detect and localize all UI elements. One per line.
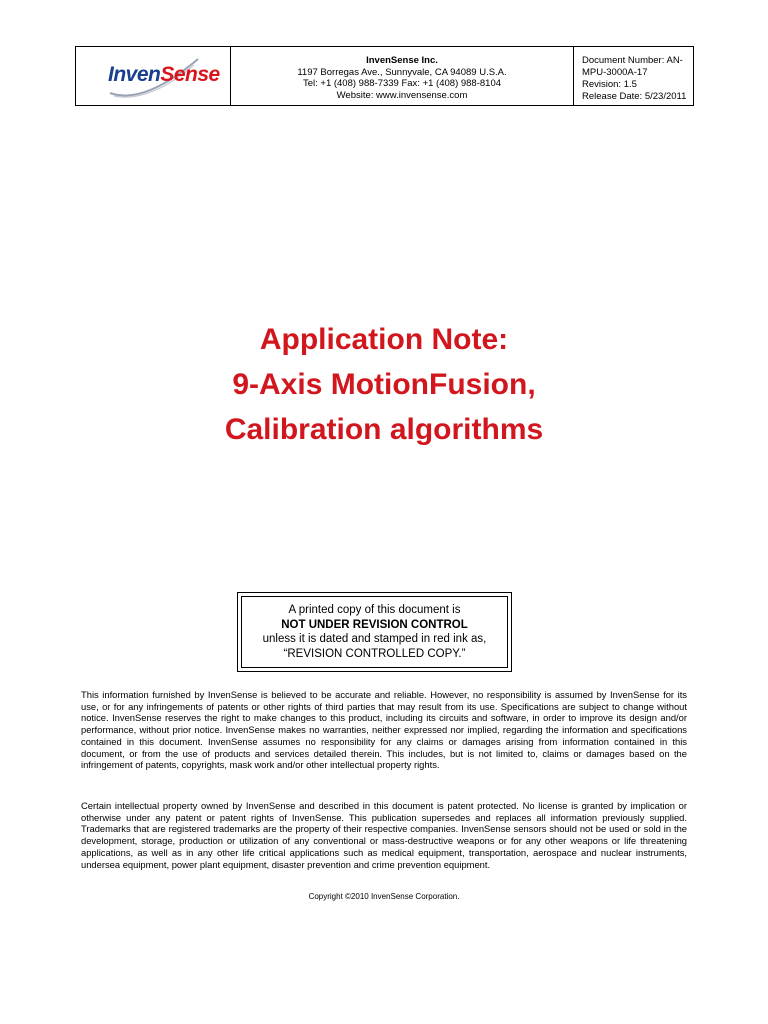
- disclaimer-paragraph-2: Certain intellectual property owned by InvenSense and described in this document is patent protected. No license is granted by implication or otherwise under any patent or patent rights of InvenSense. This publication supersedes and replaces all information previously supplied. Trademarks that are registered trademarks are the property of their respective companies. InvenSense sensors should not be used or sold in the development, storage, production or utilization of any conventional or mass-destructive weapons or for any other weapons or life threatening applications, as well as in any other life critical applications such as medical equipment, transportation, aerospace and nuclear instruments, undersea equipment, power plant equipment, disaster prevention and crime prevention equipment.: [81, 800, 687, 870]
- copyright-notice: Copyright ©2010 InvenSense Corporation.: [308, 892, 460, 901]
- company-website: Website: www.invensense.com: [336, 89, 468, 101]
- page-title: [0, 317, 768, 452]
- logo-cell: [76, 47, 231, 105]
- notice-line-1: A printed copy of this document is: [288, 604, 461, 616]
- disclaimer-paragraph-1: This information furnished by InvenSense is believed to be accurate and reliable. However, no responsibility is assumed by InvenSense for its use, or for any infringements of patents or other rights of third parties that may result from its use. Specifications are subject to change without notice. InvenSense reserves the right to make changes to this product, including its circuits and software, in order to improve its design and/or performance, without prior notice. InvenSense makes no warranties, neither expressed nor implied, regarding the information and specifications contained in this document. InvenSense assumes no responsibility for any claims or damages arising from information contained in this document, or from the use of products and services detailed therein. This includes, but is not limited to, claims or damages based on the infringement of patents, copyrights, mask work and/or other intellectual property rights.: [81, 689, 687, 771]
- company-name: InvenSense Inc.: [366, 55, 438, 66]
- logo-part-sense: Sense: [160, 63, 220, 86]
- title-line-1: Application Note:: [259, 323, 509, 356]
- document-revision: Revision: 1.5: [582, 79, 637, 90]
- revision-notice-inner: [241, 596, 508, 668]
- logo-part-inven: Inven: [108, 63, 161, 86]
- company-info: [231, 47, 574, 105]
- company-address: 1197 Borregas Ave., Sunnyvale, CA 94089 U.S.A.: [297, 66, 507, 78]
- title-line-2: 9-Axis MotionFusion,: [232, 368, 536, 401]
- invensense-logo: [108, 63, 220, 87]
- revision-notice-box: [237, 592, 512, 672]
- document-header: [75, 46, 694, 106]
- notice-line-2: NOT UNDER REVISION CONTROL: [281, 618, 468, 631]
- notice-line-3: unless it is dated and stamped in red ink as,: [262, 633, 487, 645]
- title-line-3: Calibration algorithms: [224, 413, 544, 446]
- document-info: [574, 47, 693, 105]
- notice-line-4: “REVISION CONTROLLED COPY.”: [283, 647, 466, 660]
- company-phone-fax: Tel: +1 (408) 988-7339 Fax: +1 (408) 988-8104: [302, 78, 502, 89]
- document-release-date: Release Date: 5/23/2011: [582, 91, 687, 102]
- document-number: Document Number: AN-MPU-3000A-17: [582, 55, 683, 78]
